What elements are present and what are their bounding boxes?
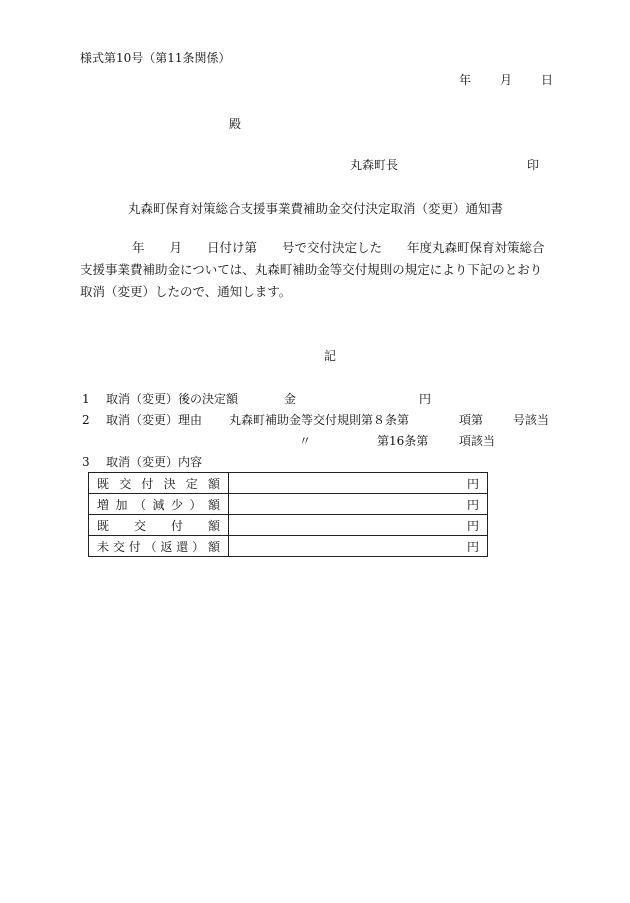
item-1-number: 1: [82, 392, 90, 406]
item-2-rule: 丸森町補助金等交付規則第８条第: [229, 413, 410, 427]
table-row: [89, 536, 488, 557]
item-3-label: 取消（変更）内容: [106, 455, 203, 469]
addressee-suffix: 殿: [229, 117, 242, 131]
date-day: 日: [541, 73, 554, 87]
form-number: 様式第10号（第11条関係）: [80, 51, 231, 65]
item-2-rule2: 第16条第: [377, 434, 429, 448]
row-amount: 円: [229, 494, 488, 515]
table-row: [89, 473, 488, 494]
item-2-gou: 号該当: [513, 413, 550, 427]
item-2-kou: 項第: [459, 413, 484, 427]
body-line-3: 取消（変更）したので、通知します。: [80, 284, 292, 299]
date-year: 年: [459, 73, 472, 87]
sender-seal: 印: [527, 158, 540, 172]
item-2-label: 取消（変更）理由: [106, 413, 203, 427]
item-1-yen: 円: [419, 392, 432, 406]
row-amount: 円: [229, 473, 488, 494]
row-label: 既交付決定額: [89, 473, 229, 494]
row-amount: 円: [229, 515, 488, 536]
table-row: [89, 515, 488, 536]
item-1-kin: 金: [284, 392, 297, 406]
date-month: 月: [500, 73, 513, 87]
doc-title: 丸森町保育対策総合支援事業費補助金交付決定取消（変更）通知書: [128, 201, 504, 216]
item-1-label: 取消（変更）後の決定額: [106, 392, 239, 406]
body-line-2: 支援事業費補助金については、丸森町補助金等交付規則の規定により下記のとおり: [80, 262, 543, 277]
detail-table: [88, 472, 488, 557]
table-row: [89, 494, 488, 515]
ki-heading: 記: [324, 349, 337, 363]
row-label: 未交付（返還）額: [89, 536, 229, 557]
body-line-1: 年 月 日付け第 号で交付決定した 年度丸森町保育対策総合: [132, 240, 545, 255]
row-label: 既交付額: [89, 515, 229, 536]
row-label: 増加（減少）額: [89, 494, 229, 515]
item-2-kou2: 項該当: [459, 434, 496, 448]
body-paragraph: [80, 237, 585, 303]
item-3-number: 3: [82, 455, 90, 469]
sender-title: 丸森町長: [350, 158, 399, 172]
item-2-ditto: 〃: [299, 434, 312, 448]
row-amount: 円: [229, 536, 488, 557]
item-2-number: 2: [82, 413, 90, 427]
